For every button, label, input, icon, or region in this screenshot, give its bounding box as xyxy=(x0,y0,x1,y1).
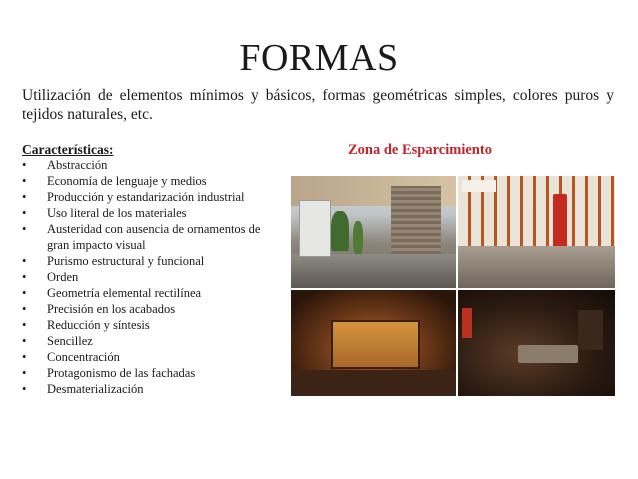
bullet-icon: • xyxy=(22,158,27,172)
list-item: • Orden xyxy=(22,270,79,284)
list-item: • Uso literal de los materiales xyxy=(22,206,187,220)
bullet-icon: • xyxy=(22,366,27,380)
list-item: • Austeridad con ausencia de ornamentos de gran impacto visual xyxy=(22,221,302,253)
photo-courtyard xyxy=(291,176,456,288)
list-item: • Reducción y síntesis xyxy=(22,318,150,332)
bullet-icon: • xyxy=(22,382,27,396)
list-item: • Purismo estructural y funcional xyxy=(22,254,205,268)
bullet-icon: • xyxy=(22,254,27,268)
list-item: • Producción y estandarización industrial xyxy=(22,190,245,204)
list-item: • Protagonismo de las fachadas xyxy=(22,366,196,380)
list-item: • Desmaterialización xyxy=(22,382,144,396)
bullet-icon: • xyxy=(22,270,27,284)
slide-title: FORMAS xyxy=(239,37,399,79)
bullet-icon: • xyxy=(22,318,27,332)
list-item: • Sencillez xyxy=(22,334,93,348)
list-item: • Geometría elemental rectilínea xyxy=(22,286,202,300)
list-item: • Concentración xyxy=(22,350,120,364)
photo-exhibit xyxy=(458,290,615,396)
bullet-icon: • xyxy=(22,350,27,364)
bullet-icon: • xyxy=(22,334,27,348)
list-item: • Economía de lenguaje y medios xyxy=(22,174,207,188)
intro-paragraph: Utilización de elementos mínimos y básicos, formas geométricas simples, colores puros y tejidos naturales, etc. xyxy=(22,87,614,123)
photo-hall xyxy=(458,176,615,288)
photo-display xyxy=(291,290,456,396)
bullet-icon: • xyxy=(22,286,27,300)
list-item: • Precisión en los acabados xyxy=(22,302,176,316)
bullet-icon: • xyxy=(22,174,27,188)
zone-title: Zona de Esparcimiento xyxy=(348,142,492,158)
bullet-icon: • xyxy=(22,222,27,236)
list-item-continuation: gran impacto visual xyxy=(47,238,146,252)
bullet-icon: • xyxy=(22,206,27,220)
characteristics-heading: Características: xyxy=(22,142,114,157)
characteristics-list xyxy=(22,157,302,397)
bullet-icon: • xyxy=(22,302,27,316)
bullet-icon: • xyxy=(22,190,27,204)
photo-collage xyxy=(291,176,615,396)
list-item: • Abstracción xyxy=(22,158,108,172)
